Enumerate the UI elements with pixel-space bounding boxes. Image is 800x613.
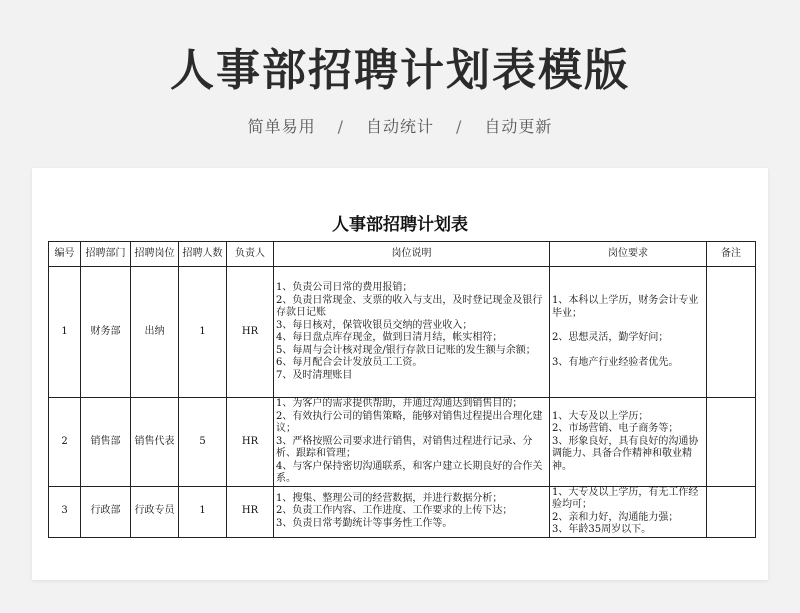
cell-description	[274, 486, 550, 537]
cell-position: 销售代表	[131, 398, 179, 487]
description-line: 4、与客户保持密切沟通联系，和客户建立长期良好的合作关系。	[276, 460, 543, 484]
tag-separator: /	[456, 117, 463, 136]
description-line: 6、每月配合会计发放员工工资。	[276, 357, 423, 368]
requirement-line: 1、大专及以上学历，有无工作经验均可；	[552, 486, 699, 510]
page-title: 人事部招聘计划表模版	[170, 45, 630, 96]
cell-count: 5	[179, 398, 227, 487]
requirement-line: 1、本科以上学历，财务会计专业毕业；	[552, 295, 699, 319]
table-header-row	[49, 242, 756, 267]
table-row	[49, 267, 756, 398]
header-count: 招聘人数	[179, 242, 227, 267]
description-line: 5、每周与会计核对现金/银行存款日记账的发生额与余额；	[276, 344, 536, 356]
requirement-line: 2、思想灵活，勤学好问；	[552, 332, 669, 343]
description-line: 2、负责日常现金、支票的收入与支出，及时登记现金及银行存款日记账	[276, 294, 543, 318]
requirement-line: 3、有地产行业经验者优先。	[552, 356, 679, 368]
header-requirements: 岗位要求	[550, 242, 707, 267]
cell-note	[707, 398, 756, 487]
cell-owner: HR	[227, 398, 274, 487]
header-note: 备注	[707, 242, 756, 267]
cell-count: 1	[179, 267, 227, 398]
header-dept: 招聘部门	[81, 242, 131, 267]
cell-no: 1	[49, 267, 81, 398]
cell-owner: HR	[227, 267, 274, 398]
header-owner: 负责人	[227, 242, 274, 267]
requirement-line: 3、形象良好，具有良好的沟通协调能力、具备合作精神和敬业精神。	[552, 435, 699, 472]
header-description: 岗位说明	[274, 242, 550, 267]
description-line: 3、每日核对，保管收银员交纳的营业收入；	[276, 319, 473, 331]
requirement-line: 3、年龄35周岁以下。	[552, 524, 652, 535]
feature-tag: 简单易用	[247, 117, 316, 136]
recruitment-plan-table	[48, 241, 756, 538]
table-row	[49, 486, 756, 537]
cell-requirements	[550, 398, 707, 487]
document-sheet	[32, 168, 768, 580]
tag-separator: /	[337, 117, 344, 136]
cell-note	[707, 486, 756, 537]
description-line: 1、为客户的需求提供帮助，并通过沟通达到销售目的；	[276, 398, 523, 409]
requirement-line: 2、亲和力好，沟通能力强；	[552, 511, 679, 523]
cell-owner: HR	[227, 486, 274, 537]
header-no: 编号	[49, 242, 81, 267]
requirement-line: 2、市场营销、电子商务等；	[552, 423, 679, 434]
description-line: 2、有效执行公司的销售策略，能够对销售过程提出合理化建议；	[276, 410, 543, 434]
cell-no: 2	[49, 398, 81, 487]
document-title: 人事部招聘计划表	[332, 215, 468, 235]
cell-requirements	[550, 486, 707, 537]
cell-position: 出纳	[131, 267, 179, 398]
feature-tags	[0, 114, 800, 137]
feature-tag: 自动统计	[365, 117, 434, 136]
cell-no: 3	[49, 486, 81, 537]
cell-count: 1	[179, 486, 227, 537]
description-line: 4、每日盘点库存现金，做到日清月结，帐实相符；	[276, 332, 503, 343]
cell-description	[274, 398, 550, 487]
description-line: 7、及时清理账目	[276, 369, 353, 381]
cell-requirements	[550, 267, 707, 398]
description-line: 1、搜集、整理公司的经营数据，并进行数据分析；	[276, 492, 503, 504]
cell-position: 行政专员	[131, 486, 179, 537]
cell-note	[707, 267, 756, 398]
cell-dept: 行政部	[81, 486, 131, 537]
description-line: 3、严格按照公司要求进行销售，对销售过程进行记录、分析、跟踪和管理；	[276, 435, 533, 459]
cell-dept: 销售部	[81, 398, 131, 487]
requirement-line: 1、大专及以上学历；	[552, 410, 649, 422]
description-line: 2、负责工作内容、工作进度、工作要求的上传下达；	[276, 505, 513, 517]
description-line: 3、负责日常考勤统计等事务性工作等。	[276, 517, 453, 529]
description-line: 1、负责公司日常的费用报销；	[276, 282, 413, 293]
cell-dept: 财务部	[81, 267, 131, 398]
table-row	[49, 398, 756, 487]
feature-tag: 自动更新	[484, 117, 553, 136]
cell-description	[274, 267, 550, 398]
header-position: 招聘岗位	[131, 242, 179, 267]
